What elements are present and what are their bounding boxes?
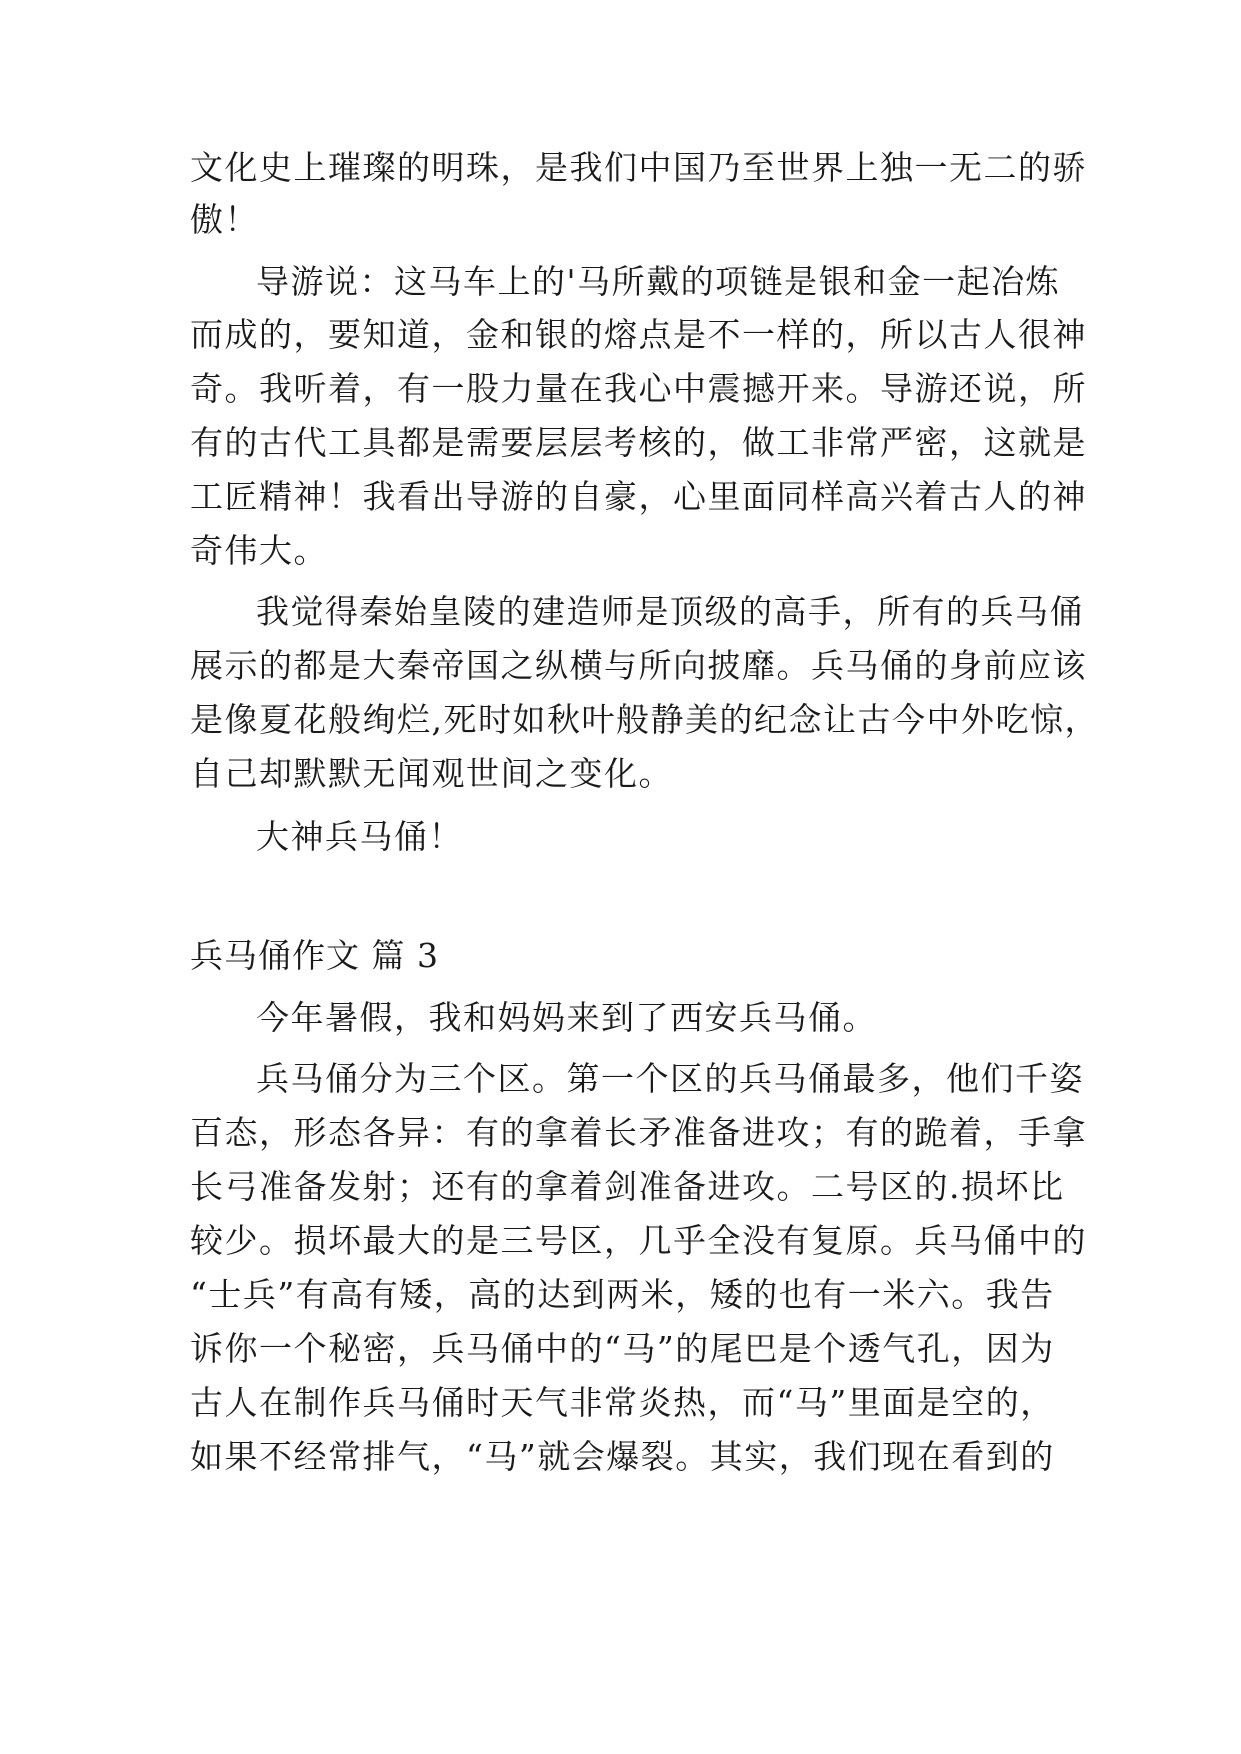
paragraph-line: 奇。我听着，有一股力量在我心中震撼开来。导游还说，所: [190, 369, 1087, 408]
paragraph-line: “士兵”有高有矮，高的达到两米，矮的也有一米六。我告: [190, 1275, 1055, 1314]
paragraph-line: 傲！: [190, 200, 259, 239]
section-heading: 兵马俑作文 篇 3: [190, 936, 439, 975]
paragraph-line: 我觉得秦始皇陵的建造师是顶级的高手，所有的兵马俑: [256, 592, 1084, 631]
paragraph-line: 奇伟大。: [190, 531, 328, 570]
paragraph-line: 如果不经常排气，“马”就会爆裂。其实，我们现在看到的: [190, 1437, 1055, 1476]
paragraph-line: 百态，形态各异：有的拿着长矛准备进攻；有的跪着，手拿: [190, 1113, 1087, 1152]
paragraph-line: 导游说：这马车上的'马所戴的项链是银和金一起冶炼: [256, 262, 1061, 301]
paragraph-line: 而成的，要知道，金和银的熔点是不一样的，所以古人很神: [190, 315, 1087, 354]
paragraph-line: 诉你一个秘密，兵马俑中的“马”的尾巴是个透气孔，因为: [190, 1329, 1055, 1368]
paragraph-line: 今年暑假，我和妈妈来到了西安兵马俑。: [256, 998, 877, 1037]
paragraph-line: 工匠精神！我看出导游的自豪，心里面同样高兴着古人的神: [190, 477, 1087, 516]
paragraph-line: 有的古代工具都是需要层层考核的，做工非常严密，这就是: [190, 423, 1087, 462]
paragraph-line: 大神兵马俑！: [256, 817, 463, 856]
paragraph-line: 是像夏花般绚烂,死时如秋叶般静美的纪念让古今中外吃惊，: [190, 700, 1099, 739]
paragraph-line: 长弓准备发射；还有的拿着剑准备进攻。二号区的.损坏比: [190, 1167, 1065, 1206]
paragraph-line: 自己却默默无闻观世间之变化。: [190, 754, 673, 793]
paragraph-line: 较少。损坏最大的是三号区，几乎全没有复原。兵马俑中的: [190, 1221, 1087, 1260]
paragraph-line: 兵马俑分为三个区。第一个区的兵马俑最多，他们千姿: [256, 1059, 1084, 1098]
paragraph-line: 文化史上璀璨的明珠，是我们中国乃至世界上独一无二的骄: [190, 148, 1087, 187]
paragraph-line: 古人在制作兵马俑时天气非常炎热，而“马”里面是空的，: [190, 1383, 1055, 1422]
paragraph-line: 展示的都是大秦帝国之纵横与所向披靡。兵马俑的身前应该: [190, 646, 1087, 685]
